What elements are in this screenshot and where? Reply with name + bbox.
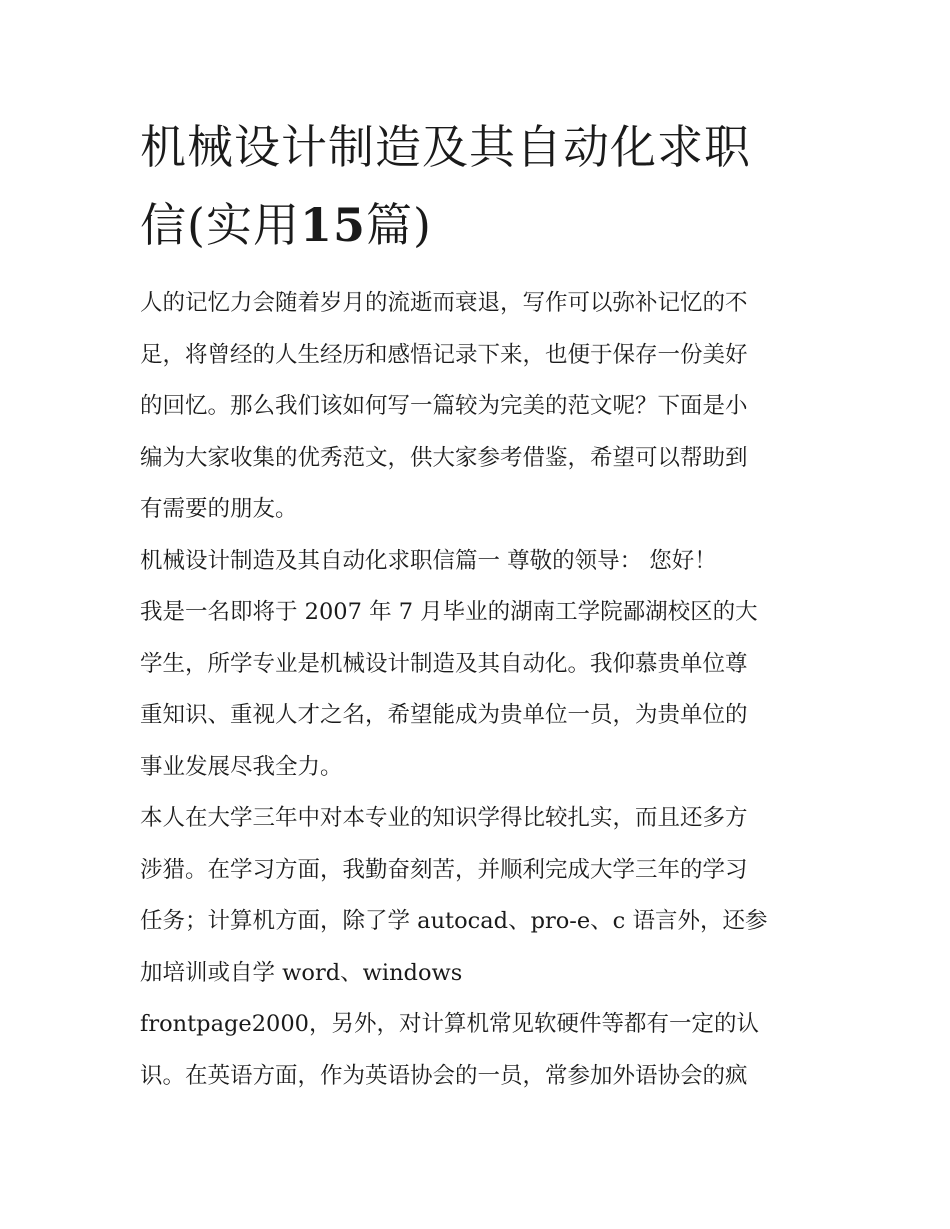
text-line: 涉猎。在学习方面，我勤奋刻苦，并顺利完成大学三年的学习 <box>140 856 748 883</box>
title-line-2-start: 信(实用 <box>140 198 300 252</box>
paragraph-intro <box>140 278 816 536</box>
paragraph-skills <box>140 793 816 1102</box>
text-line: 的回忆。那么我们该如何写一篇较为完美的范文呢？下面是小 <box>140 393 748 419</box>
text-line: 有需要的朋友。 <box>140 496 298 522</box>
text-line: 人的记忆力会随着岁月的流逝而衰退，写作可以弥补记忆的不 <box>140 290 748 316</box>
text-line: 本人在大学三年中对本专业的知识学得比较扎实，而且还多方 <box>140 805 748 831</box>
text-line: 事业发展尽我全力。 <box>140 753 343 780</box>
text-line: 加培训或自学 word、windows <box>140 959 463 986</box>
title-line-1: 机械设计制造及其自动化求职 <box>140 120 751 174</box>
document-page <box>140 108 816 1102</box>
text-line: 学生，所学专业是机械设计制造及其自动化。我仰慕贵单位尊 <box>140 650 748 677</box>
text-line: 重知识、重视人才之名，希望能成为贵单位一员，为贵单位的 <box>140 702 748 728</box>
text-line: 编为大家收集的优秀范文，供大家参考借鉴，希望可以帮助到 <box>140 444 748 471</box>
text-line: 我是一名即将于 2007 年 7 月毕业的湖南工学院鄙湖校区的大 <box>140 599 758 625</box>
paragraph-salutation <box>140 536 816 588</box>
title-line-2-end: 篇) <box>365 198 432 252</box>
text-line: frontpage2000，另外，对计算机常见软硬件等都有一定的认 <box>140 1011 759 1037</box>
document-title <box>140 108 816 264</box>
text-line: 足，将曾经的人生经历和感悟记录下来，也便于保存一份美好 <box>140 341 748 368</box>
paragraph-introduction-self <box>140 587 816 793</box>
text-line: 识。在英语方面，作为英语协会的一员，常参加外语协会的疯 <box>140 1062 748 1089</box>
text-line: 机械设计制造及其自动化求职信篇一 尊敬的领导： 您好！ <box>140 547 717 574</box>
document-body <box>140 278 816 1102</box>
text-line: 任务；计算机方面，除了学 autocad、pro-e、c 语言外，还参 <box>140 908 768 934</box>
title-number: 15 <box>299 198 366 252</box>
